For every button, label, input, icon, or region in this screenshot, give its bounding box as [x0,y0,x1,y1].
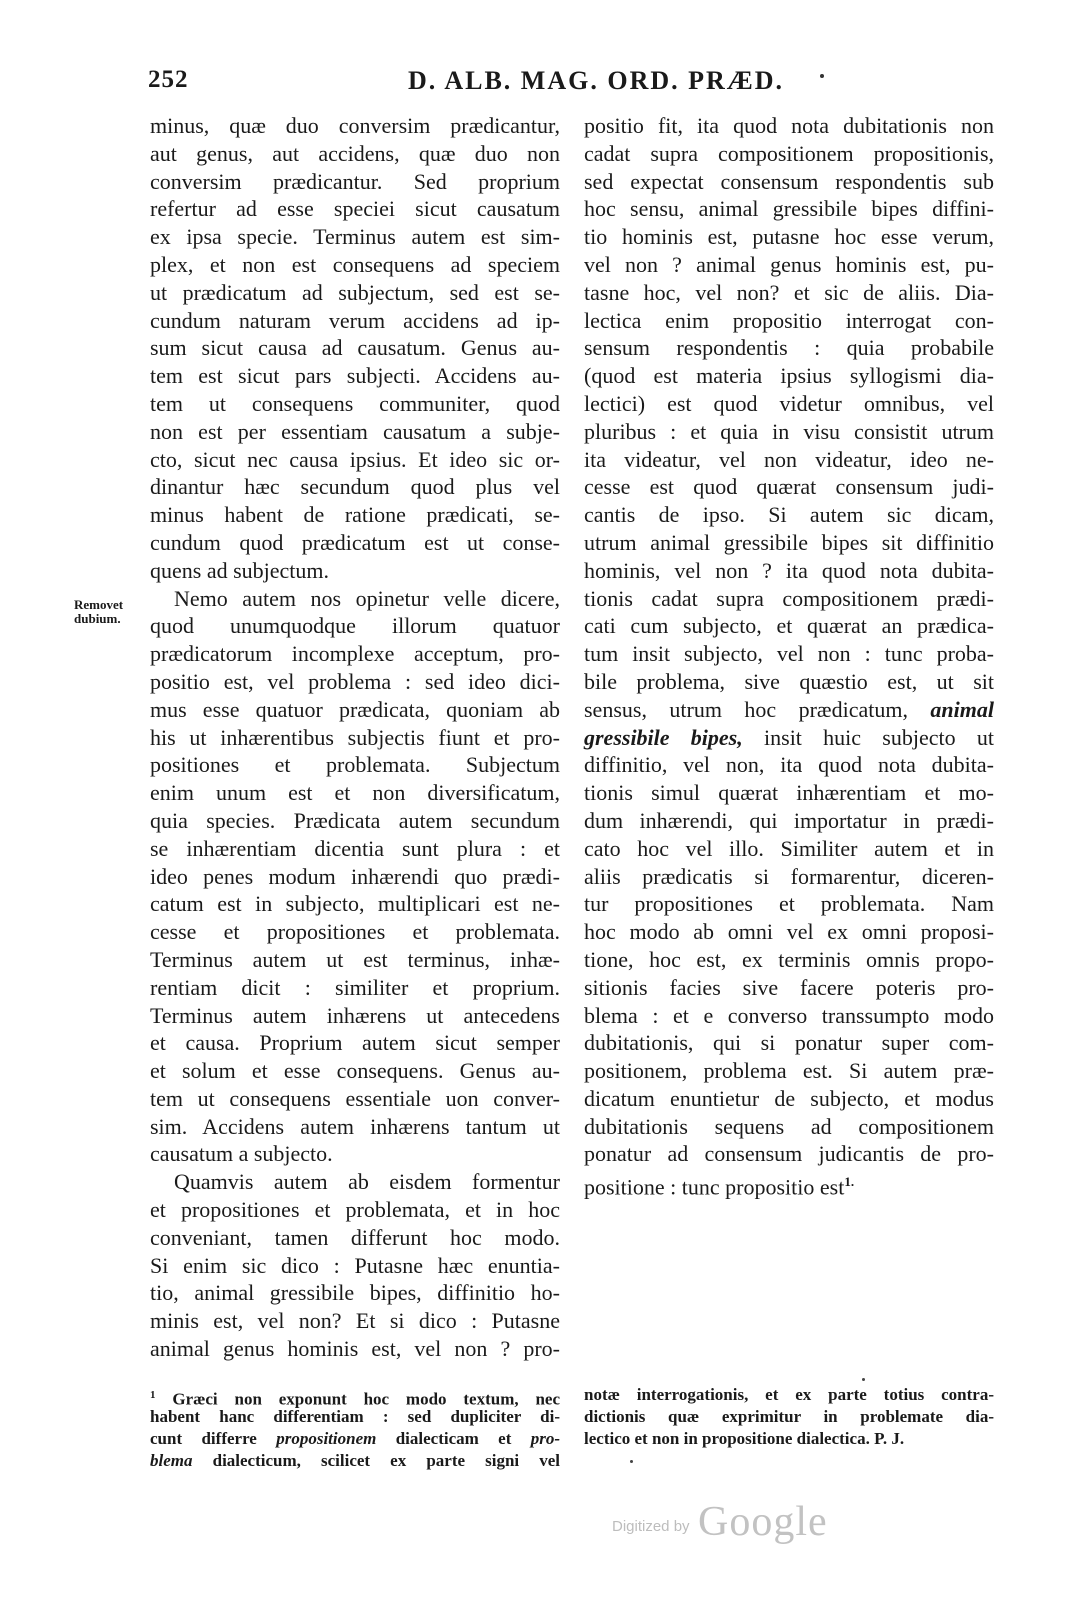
text-line: quod unumquodque illorum quatuor [150,613,560,639]
footnote-ref: 1. [844,1174,855,1190]
text-fragment: sensus, utrum hoc prædicatum, [584,696,908,722]
text-line: tione, hoc est, ex terminis omnis propo- [584,946,994,972]
footnote-line [150,1428,560,1450]
text-line: tasne hoc, vel non? et sic de aliis. Dia- [584,279,994,305]
digitized-by-label: Digitized by [612,1518,690,1535]
text-line: utrum animal gressibile bipes sit diffinitio [584,529,994,555]
text-line: positio est, vel problema : sed ideo dici- [150,668,560,694]
print-speck [630,1460,633,1463]
text-line: his ut inhærentibus subjectis fiunt et pro- [150,724,560,750]
text-line: tem est sicut pars subjecti. Accidens au- [150,363,560,389]
text-line: tionis cadat supra compositionem prædi- [584,585,994,611]
left-column [150,112,560,1363]
text-line: hominis, vel non ? ita quod nota dubita- [584,557,994,583]
text-line: prædicatorum incomplexe acceptum, pro- [150,641,560,667]
digitized-watermark [612,1500,842,1548]
text-line: quia species. Prædicata autem secundum [150,807,560,833]
text-line: se inhærentiam dicentia sunt plura : et [150,835,560,861]
text-line: et propositiones et problemata, et in hoc [150,1197,560,1223]
margin-note-line: dubium. [74,611,121,626]
text-line: cundum naturam verum accidens ad ip- [150,307,560,333]
google-logo: Google [698,1499,828,1545]
text-line: blema : et e converso transsumpto modo [584,1002,994,1028]
text-line: tur propositiones et problemata. Nam [584,891,994,917]
text-line: bile problema, sive quæstio est, ut sit [584,668,994,694]
text-line: dum inhærendi, qui importatur in prædi- [584,807,994,833]
text-line: et solum et esse consequens. Genus au- [150,1058,560,1084]
text-line: cesse est quod quærat consensum judi- [584,474,994,500]
text-line: causatum a subjecto. [150,1141,333,1167]
text-line: hoc sensu, animal gressibile bipes diffini- [584,196,994,222]
text-line: sum sicut causa ad causatum. Genus au- [150,335,560,361]
text-line: et causa. Proprium autem sicut semper [150,1030,560,1056]
footnote-line: lectico et non in propositione dialectica. P. J. [584,1429,905,1448]
text-line: ponatur ad consensum judicantis de pro- [584,1141,994,1167]
text-line: sensum respondentis : quia probabile [584,335,994,361]
text-line: minus, quæ duo conversim prædicantur, [150,113,560,138]
italic-term: propositionem [276,1429,377,1448]
text-line: positionem, problema est. Si autem præ- [584,1058,994,1084]
text-line: conversim prædicantur. Sed proprium [150,168,560,194]
footnote-right [584,1384,994,1450]
text-line: sed expectat consensum respondentis sub [584,168,994,194]
footnote-text: dialecticam et [395,1429,512,1448]
running-title: D. ALB. MAG. ORD. PRÆD. [408,66,785,95]
text-line: cto, sicut nec causa ipsius. Et ideo sic or- [150,446,560,472]
text-line: ideo penes modum inhærendi quo prædi- [150,863,560,889]
text-line: pluribus : et quia in visu consistit utrum [584,418,994,444]
text-line: dubitationis, qui si ponatur super com- [584,1030,994,1056]
text-line: aliis prædicatis si formarentur, diceren- [584,863,994,889]
text-line: ut prædicatum ad subjectum, sed est se- [150,279,560,305]
text-line [584,1168,994,1200]
text-line: non est per essentiam causatum a subje- [150,418,560,444]
text-line: quens ad subjectum. [150,557,330,583]
text-line: Nemo autem nos opinetur velle dicere, [174,585,560,611]
footnote-line: habent hanc differentiam : sed dupliciter di- [150,1407,560,1426]
text-line [584,696,994,724]
print-speck [862,1378,865,1381]
text-line: cundum quod prædicatum est ut conse- [150,529,560,555]
text-line: cati cum subjecto, et quærat an prædica- [584,613,994,639]
text-line: enim unum est et non diversificatum, [150,780,560,806]
footnote-left [150,1384,560,1472]
text-line: lectici) est quod videtur omnibus, vel [584,390,994,416]
text-line: lectica enim propositio interrogat con- [584,307,994,333]
footnote-line: dictionis quæ exprimitur in problemate dia- [584,1407,994,1426]
text-line: sim. Accidens autem inhærens tantum ut [150,1113,560,1139]
text-fragment: insit huic subjecto ut [764,724,994,750]
text-line: tionis simul quærat inhærentiam et mo- [584,780,994,806]
text-line: animal genus hominis est, vel non ? pro- [150,1336,560,1362]
header-speck [820,74,824,78]
text-line: Terminus autem ut est terminus, inhæ- [150,946,560,972]
page-header [148,66,986,100]
text-line: cadat supra compositionem propositionis, [584,140,994,166]
italic-term: animal [930,696,994,722]
right-column [584,112,994,1200]
text-line: vel non ? animal genus hominis est, pu- [584,251,994,277]
text-line: Si enim sic dico : Putasne hæc enuntia- [150,1252,560,1278]
text-line: conveniant, tamen differunt hoc modo. [150,1224,560,1250]
text-line: cantis de ipso. Si autem sic dicam, [584,502,994,528]
footnote-line [150,1384,560,1409]
page-number: 252 [148,66,189,93]
footnote-line [150,1450,560,1472]
text-line: rentiam dicit : similiter et proprium. [150,974,560,1000]
text-line: mus esse quatuor prædicata, quoniam ab [150,696,560,722]
italic-term: pro- [530,1429,560,1448]
text-line: dinantur hæc secundum quod plus vel [150,474,560,500]
footnote-line: notæ interrogationis, et ex parte totius contra- [584,1385,994,1404]
text-line: positiones et problemata. Subjectum [150,752,560,778]
italic-term: gressibile bipes, [584,724,743,750]
text-line: diffinitio, vel non, ita quod nota dubita- [584,752,994,778]
text-line: tem ut consequens communiter, quod [150,390,560,416]
text-line: aut genus, aut accidens, quæ duo non [150,140,560,166]
text-line: minis est, vel non? Et si dico : Putasne [150,1308,560,1334]
text-line: plex, et non est consequens ad speciem [150,251,560,277]
text-line: tio, animal gressibile bipes, diffinitio ho- [150,1280,560,1306]
text-line: Terminus autem inhærens ut antecedens [150,1002,560,1028]
text-line: tio hominis est, putasne hoc esse verum, [584,224,994,250]
text-line: ex ipsa specie. Terminus autem est sim- [150,224,560,250]
text-line: dicatum enuntietur de subjecto, et modus [584,1085,994,1111]
margin-note-line: Removet [74,597,124,612]
text-line: sitionis facies sive facere poteris pro- [584,974,994,1000]
text-line: hoc modo ab omni vel ex omni proposi- [584,919,994,945]
text-line: catum est in subjecto, multiplicari est ne- [150,891,560,917]
footnote-text: Græci non exponunt hoc modo textum, nec [172,1389,560,1409]
text-line: ita videatur, vel non videatur, ideo ne- [584,446,994,472]
margin-note [74,598,144,626]
text-line: minus habent de ratione prædicati, se- [150,502,560,528]
text-line: tem ut consequens essentiale uon conver- [150,1085,560,1111]
text-line: Quamvis autem ab eisdem formentur [174,1169,560,1195]
footnote-marker: 1 [150,1389,156,1401]
text-fragment: positione : tunc propositio est [584,1174,845,1200]
text-line: positio fit, ita quod nota dubitationis non [584,113,994,138]
text-line: (quod est materia ipsius syllogismi dia- [584,363,994,389]
footnote-text: dialecticum, scilicet ex parte signi vel [212,1451,560,1470]
text-line: cesse et propositiones et problemata. [150,919,560,945]
text-line: refertur ad esse speciei sicut causatum [150,196,560,222]
text-line: cato hoc vel illo. Similiter autem et in [584,835,994,861]
text-line: dubitationis sequens ad compositionem [584,1113,994,1139]
italic-term: blema [150,1451,193,1470]
text-line [584,724,994,752]
footnote-text: cunt differre [150,1429,257,1448]
text-line: tum insit subjecto, vel non : tunc proba- [584,641,994,667]
